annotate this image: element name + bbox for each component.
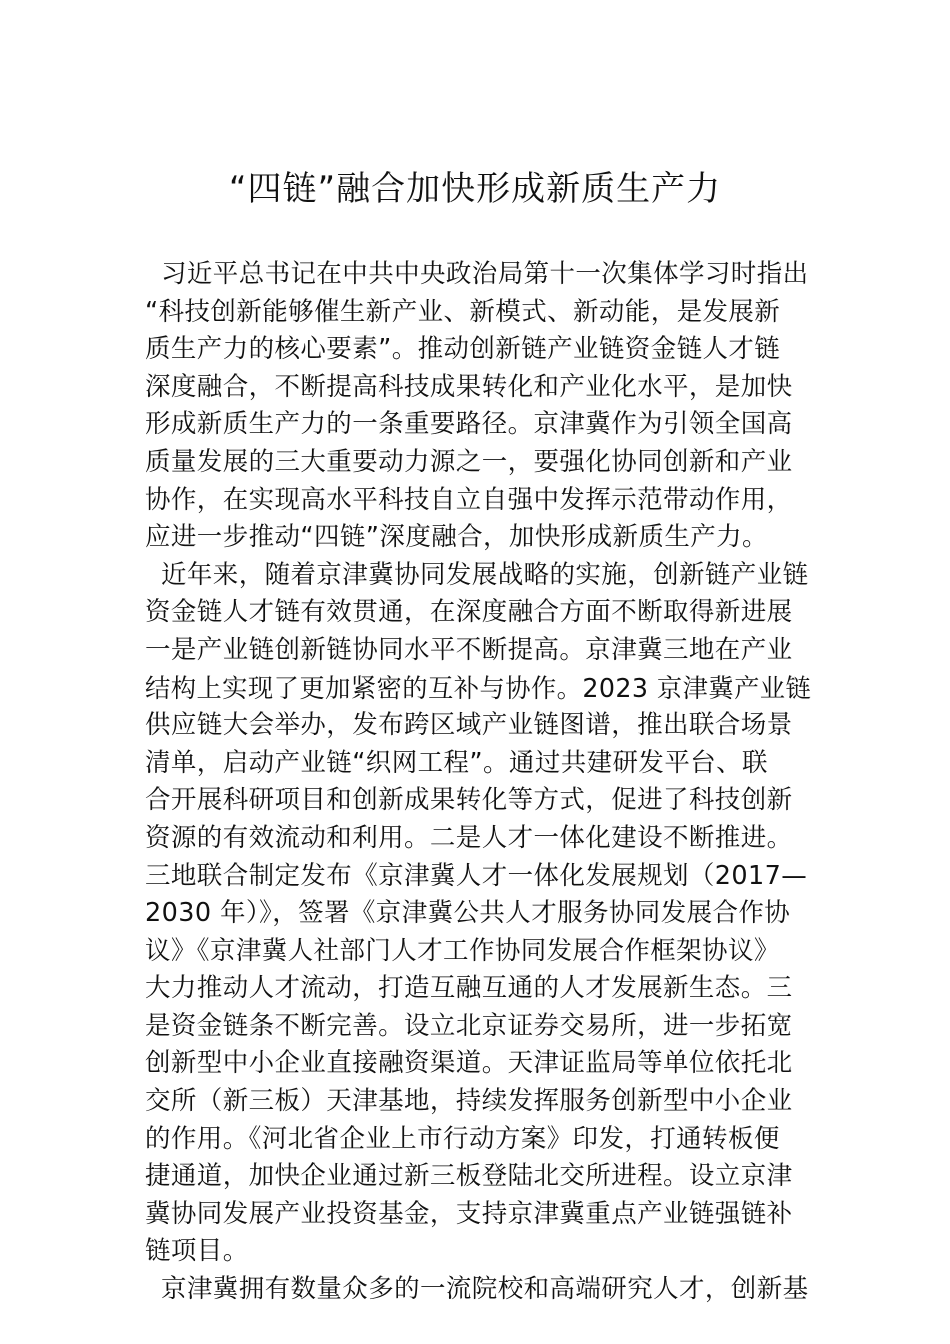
paragraph-1-line-4: 深度融合，不断提高科技成果转化和产业化水平，是加快 (145, 371, 793, 402)
paragraph-2-line-12: 大力推动人才流动，打造互融互通的人才发展新生态。三 (145, 973, 793, 1004)
paragraph-1-line-1: 习近平总书记在中共中央政治局第十一次集体学习时指出 (161, 259, 809, 289)
paragraph-2-line-7: 合开展科研项目和创新成果转化等方式，促进了科技创新 (145, 785, 793, 816)
paragraph-1-line-2: “科技创新能够催生新产业、新模式、新动能，是发展新 (145, 296, 781, 327)
paragraph-2-line-1: 近年来，随着京津冀协同发展战略的实施，创新链产业链 (161, 559, 809, 590)
paragraph-2-line-16: 的作用。《河北省企业上市行动方案》印发，打通转板便 (145, 1123, 780, 1154)
paragraph-2-line-3: 一是产业链创新链协同水平不断提高。京津冀三地在产业 (145, 634, 793, 665)
paragraph-2-line-13: 是资金链条不断完善。设立北京证券交易所，进一步拓宽 (145, 1010, 793, 1041)
paragraph-2-line-15: 交所（新三板）天津基地，持续发挥服务创新型中小企业 (145, 1086, 793, 1117)
paragraph-1-line-8: 应进一步推动“四链”深度融合，加快形成新质生产力。 (145, 522, 768, 553)
paragraph-2-line-2: 资金链人才链有效贯通，在深度融合方面不断取得新进展 (145, 597, 793, 628)
paragraph-2-line-6: 清单，启动产业链“织网工程”。通过共建研发平台、联 (145, 747, 768, 778)
paragraph-2-line-11: 议》《京津冀人社部门人才工作协同发展合作框架协议》 (145, 935, 780, 966)
paragraph-1-line-5: 形成新质生产力的一条重要路径。京津冀作为引领全国高 (145, 409, 793, 440)
paragraph-2-line-17: 捷通道，加快企业通过新三板登陆北交所进程。设立京津 (145, 1161, 793, 1192)
paragraph-1-line-6: 质量发展的三大重要动力源之一，要强化协同创新和产业 (145, 446, 793, 477)
paragraph-2-line-8: 资源的有效流动和利用。二是人才一体化建设不断推进。 (145, 822, 793, 853)
paragraph-2-line-4: 结构上实现了更加紧密的互补与协作。2023 京津冀产业链 (145, 672, 812, 703)
paragraph-2-line-10: 2030 年）》，签署《京津冀公共人才服务协同发展合作协 (145, 898, 791, 929)
document-title: “四链”融合加快形成新质生产力 (228, 169, 722, 209)
paragraph-2-line-9: 三地联合制定发布《京津冀人才一体化发展规划（2017— (145, 860, 808, 891)
paragraph-2-line-19: 链项目。 (145, 1236, 249, 1267)
paragraph-1-line-7: 协作，在实现高水平科技自立自强中发挥示范带动作用， (145, 484, 793, 515)
paragraph-2-line-18: 冀协同发展产业投资基金，支持京津冀重点产业链强链补 (145, 1198, 793, 1229)
paragraph-2-line-14: 创新型中小企业直接融资渠道。天津证监局等单位依托北 (145, 1048, 793, 1079)
article-body (145, 256, 815, 1309)
paragraph-3-line-1: 京津冀拥有数量众多的一流院校和高端研究人才，创新基 (161, 1274, 809, 1305)
paragraph-1-line-3: 质生产力的核心要素”。推动创新链产业链资金链人才链 (145, 334, 781, 365)
paragraph-2-line-5: 供应链大会举办，发布跨区域产业链图谱，推出联合场景 (145, 710, 793, 741)
